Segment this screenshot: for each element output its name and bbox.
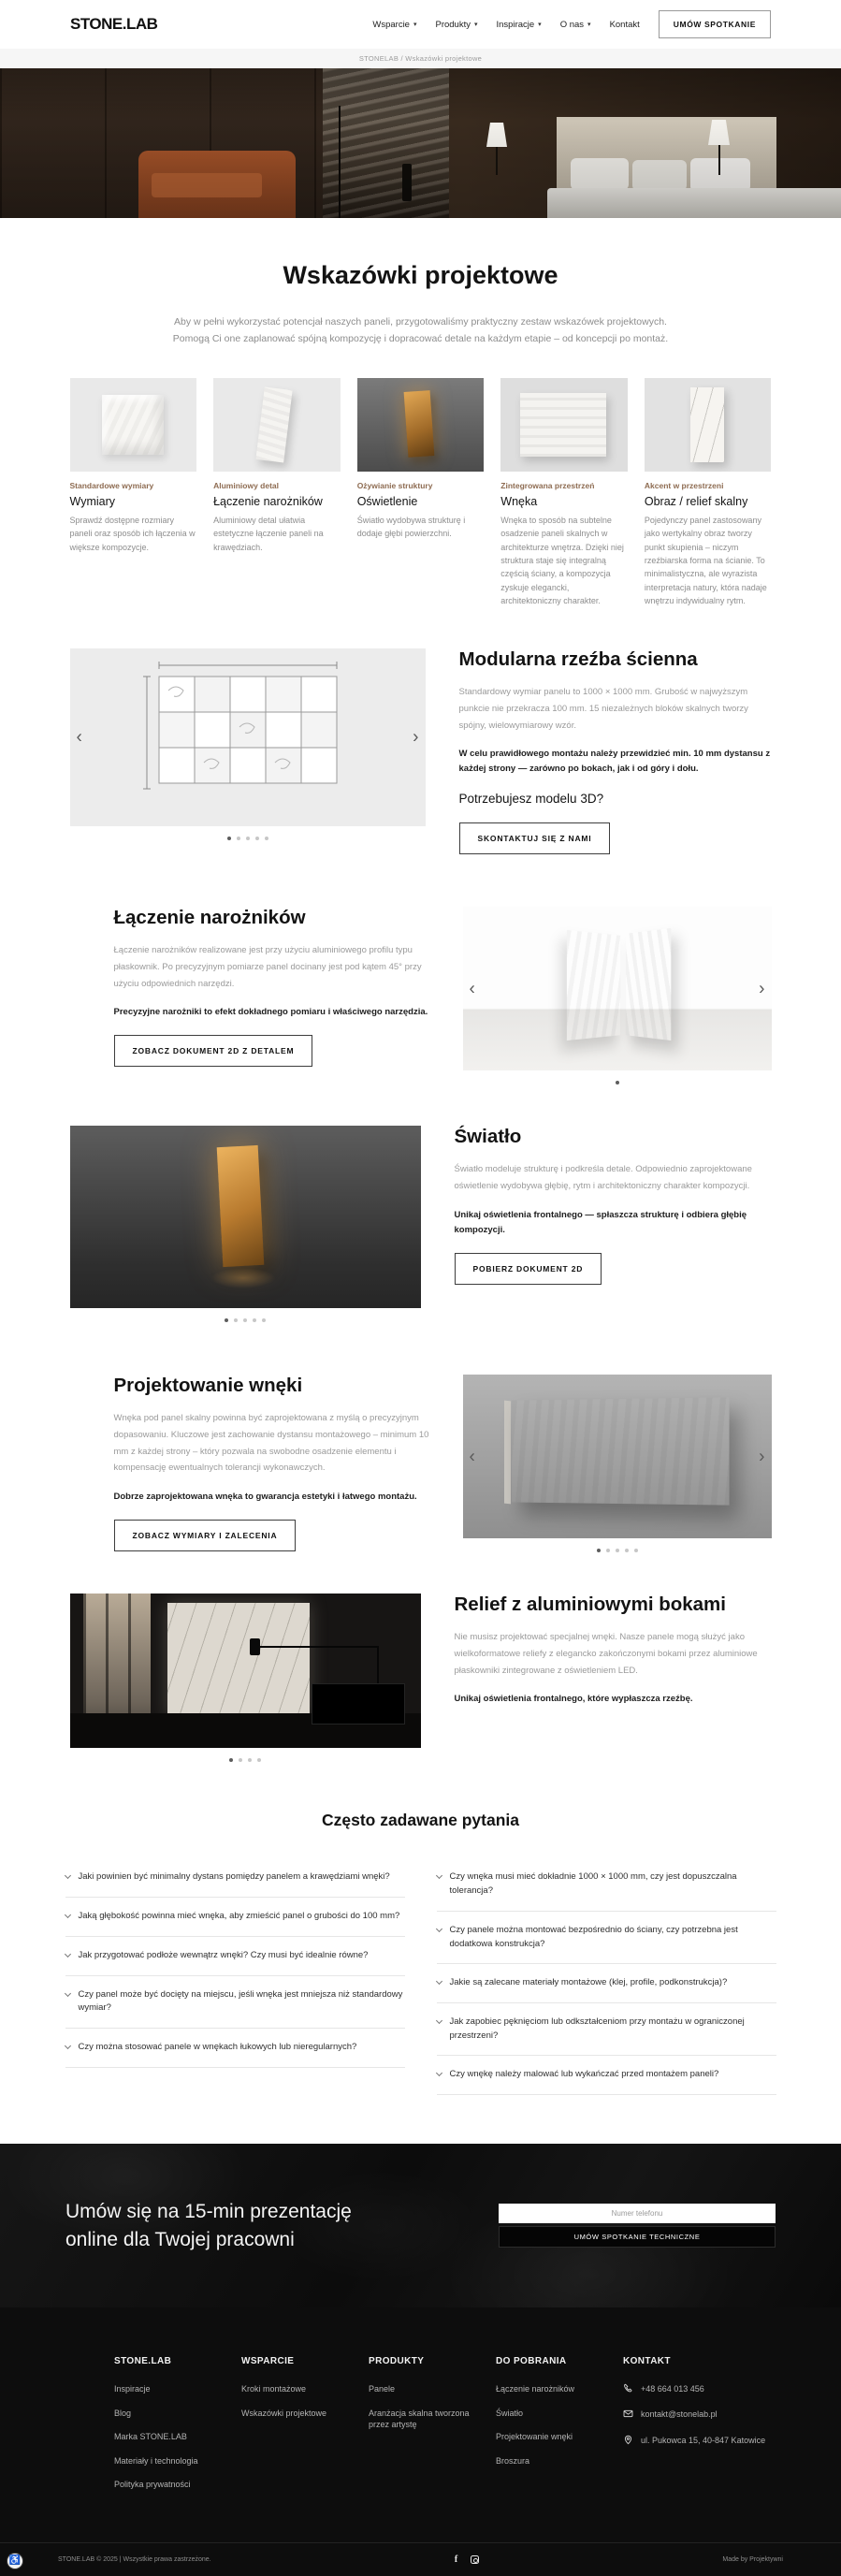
footer-link[interactable]: Marka STONE.LAB [114, 2432, 187, 2442]
cta-form [499, 2204, 776, 2248]
card-eyebrow: Aluminiowy detal [213, 480, 279, 490]
caret-down-icon: ▾ [538, 21, 542, 28]
card-image [500, 378, 628, 472]
footer-col-produkty [369, 2356, 496, 2503]
section-title: Relief z aluminiowymi bokami [454, 1594, 726, 1616]
section-title: Światło [454, 1126, 522, 1148]
phone-input[interactable] [499, 2204, 776, 2223]
social-links [455, 2554, 479, 2565]
niche-carousel-image [463, 1375, 772, 1538]
chevron-left-icon[interactable]: ‹ [76, 727, 82, 748]
corners-carousel-image [463, 907, 772, 1070]
card-eyebrow: Ożywianie struktury [356, 480, 433, 490]
card-image [70, 378, 197, 472]
email-icon [623, 2409, 633, 2419]
section-note: Unikaj oświetlenia frontalnego, które wypłaszcza rzeźbę. [454, 1694, 693, 1705]
tip-card-oswietlenie[interactable] [357, 378, 485, 608]
card-title: Wnęka [500, 494, 538, 508]
faq-item[interactable] [65, 1898, 405, 1937]
section-paragraph: Światło modeluje strukturę i podkreśla detale. Odpowiednio zaprojektowane oświetlenie wydobywa głębię, rytm i architektoniczny charakter kompozycji. [454, 1164, 752, 1192]
faq-question: Czy wnęka musi mieć dokładnie 1000 × 1000 mm, czy jest dopuszczalna tolerancja? [449, 1871, 737, 1897]
card-text: Pojedynczy panel zastosowany jako wertykalny obraz tworzy punkt skupienia – niczym rzeźbiarska forma na ścianie. To minimalistyczna, ale wyrazista interpretacja natury, która nadaje wnętrzu indywidualny rytm. [644, 515, 767, 606]
faq-question: Czy wnękę należy malować lub wykańczać przed montażem paneli? [449, 2069, 719, 2080]
hero-image [0, 68, 841, 218]
carousel-dot[interactable] [616, 1081, 619, 1084]
footer-address[interactable]: ul. Pukowca 15, 40-847 Katowice [623, 2435, 778, 2448]
card-text: Aluminiowy detal ułatwia estetyczne łączenie paneli na krawędziach. [213, 515, 324, 552]
nav-item-kontakt[interactable]: Kontakt [609, 19, 640, 30]
footer-link[interactable]: Materiały i technologia [114, 2455, 198, 2466]
footer-link[interactable]: Broszura [496, 2455, 530, 2466]
faq-question: Jak przygotować podłoże wewnątrz wnęki? Czy musi być idealnie równe? [78, 1949, 369, 1960]
carousel-dots [463, 1081, 772, 1084]
chevron-down-icon [435, 2017, 442, 2024]
tip-card-wneka[interactable] [500, 378, 628, 608]
footer-col-do-pobrania [496, 2356, 623, 2503]
chevron-down-icon [435, 1926, 442, 1932]
card-image [357, 378, 485, 472]
section-light [70, 1126, 772, 1322]
carousel-dot[interactable] [597, 1549, 601, 1552]
faq-question: Czy można stosować panele w wnękach łukowych lub nieregularnych? [78, 2042, 357, 2053]
chevron-down-icon [64, 1990, 70, 1997]
faq-item[interactable] [437, 2056, 776, 2095]
section-paragraph: Nie musisz projektować specjalnej wnęki. Nasze panele mogą służyć jako wielkoformatowe reliefy z elegancko zakończonymi bokami przez aluminiowe płaskowniki zintegrowane z oświetleniem LED. [454, 1632, 758, 1676]
faq-question: Jak zapobiec pęknięciom lub odkształceniom przy montażu w ograniczonej przestrzeni? [449, 2016, 745, 2041]
carousel-dot[interactable] [265, 837, 268, 840]
chevron-right-icon[interactable]: › [413, 727, 419, 748]
carousel-dot[interactable] [243, 1318, 247, 1322]
footer-col-title: DO POBRANIA [496, 2355, 567, 2366]
footer-link[interactable]: Aranżacja skalna tworzona przez artystę [369, 2408, 470, 2430]
section-corners [70, 907, 772, 1084]
intro-section [0, 218, 841, 354]
card-title: Łączenie narożników [213, 494, 323, 508]
footer-link[interactable]: Inspiracje [114, 2383, 151, 2394]
section-question: Potrzebujesz modelu 3D? [458, 792, 604, 807]
carousel-dot[interactable] [225, 1318, 228, 1322]
footer-col-title: WSPARCIE [241, 2355, 295, 2366]
contact-us-button[interactable]: SKONTAKTUJ SIĘ Z NAMI [459, 822, 611, 854]
facebook-icon[interactable]: f [454, 2554, 458, 2565]
section-paragraph: Standardowy wymiar panelu to 1000 × 1000 mm. Grubość w najwyższym punkcie nie przekracza 100 mm. 15 niezależnych bloków skalnych tworzy spójny, wielowymiarowy wzór. [458, 687, 748, 731]
card-image [213, 378, 341, 472]
footer-col-title: PRODUKTY [369, 2355, 425, 2366]
footer [0, 2307, 841, 2576]
faq-question: Czy panel może być docięty na miejscu, jeśli wnęka jest mniejsza niż standardowy wymiar? [78, 1988, 403, 2014]
download-2d-document-button[interactable]: POBIERZ DOKUMENT 2D [455, 1253, 602, 1285]
header [0, 0, 841, 49]
faq-item[interactable] [65, 1976, 405, 2029]
carousel-dots [70, 837, 426, 840]
footer-email[interactable]: kontakt@stonelab.pl [623, 2409, 778, 2422]
tip-card-obraz-relief[interactable] [645, 378, 772, 608]
chevron-down-icon [64, 1951, 70, 1957]
tip-cards [70, 378, 772, 608]
copyright: STONE.LAB © 2025 | Wszystkie prawa zastrzeżone. [58, 2555, 211, 2563]
carousel-dot[interactable] [625, 1549, 629, 1552]
footer-phone[interactable]: +48 664 013 456 [623, 2383, 778, 2396]
footer-col-title: KONTAKT [623, 2355, 671, 2366]
see-2d-document-button[interactable]: ZOBACZ DOKUMENT 2D Z DETALEM [114, 1035, 313, 1067]
nav-item-produkty[interactable]: Produkty ▾ [435, 19, 478, 30]
section-title: Łączenie narożników [113, 907, 306, 929]
section-note: Precyzyjne narożniki to efekt dokładnego pomiaru i właściwego narzędzia. [113, 1007, 428, 1018]
footer-col-wsparcie [241, 2356, 369, 2503]
card-title: Wymiary [69, 494, 115, 508]
phone-icon [623, 2383, 633, 2394]
faq-question: Jaką głębokość powinna mieć wnęka, aby zmieścić panel o grubości do 100 mm? [78, 1911, 400, 1922]
see-dimensions-button[interactable]: ZOBACZ WYMIARY I ZALECENIA [114, 1520, 297, 1551]
relief-image [70, 1594, 421, 1748]
footer-link[interactable]: Światło [496, 2408, 524, 2418]
chevron-down-icon [435, 2070, 442, 2076]
caret-down-icon: ▾ [473, 21, 478, 28]
carousel-dot[interactable] [248, 1758, 252, 1762]
chevron-down-icon [435, 1872, 442, 1879]
carousel-dot[interactable] [253, 1318, 256, 1322]
cta-section [0, 2144, 841, 2307]
tip-card-laczenie-naroznikow[interactable] [213, 378, 341, 608]
carousel-dot[interactable] [246, 837, 250, 840]
logo[interactable]: STONE.LAB [70, 15, 158, 33]
modular-carousel-image [70, 648, 426, 826]
section-paragraph: Wnęka pod panel skalny powinna być zaprojektowana z myślą o precyzyjnym dopasowaniu. Kluczowe jest zachowanie dystansu montażowego – minimum 10 mm z każdej strony – który pozwala na swobodne osadzenie elementu i kompensację ewentualnych tolerancji wykonawczych. [113, 1413, 429, 1474]
accessibility-widget-button[interactable]: ♿ [7, 2554, 22, 2569]
technical-drawing [70, 648, 426, 826]
footer-link[interactable]: Polityka prywatności [114, 2480, 191, 2490]
instagram-icon[interactable] [471, 2555, 479, 2564]
carousel-dot[interactable] [257, 1758, 261, 1762]
card-eyebrow: Standardowe wymiary [69, 480, 154, 490]
carousel-dot[interactable] [606, 1549, 610, 1552]
carousel-dots [70, 1318, 421, 1322]
chevron-down-icon [64, 1912, 70, 1918]
carousel-dot[interactable] [616, 1549, 619, 1552]
light-carousel-image [70, 1126, 421, 1308]
faq-item[interactable] [437, 1912, 776, 1964]
tip-card-wymiary[interactable] [70, 378, 197, 608]
caret-down-icon: ▾ [587, 21, 591, 28]
chevron-left-icon[interactable]: ‹ [469, 1447, 475, 1467]
carousel-dot[interactable] [234, 1318, 238, 1322]
footer-bottom-bar [0, 2542, 841, 2576]
footer-link[interactable]: Kroki montażowe [241, 2383, 307, 2394]
nav-item-inspiracje[interactable]: Inspiracje ▾ [496, 19, 542, 30]
cta-title: Umów się na 15-min prezentację online dla Twojej pracowni [65, 2201, 352, 2250]
intro-line-1: Aby w pełni wykorzystać potencjał naszych paneli, przygotowaliśmy praktyczny zestaw wskazówek projektowych. [174, 316, 667, 327]
breadcrumb-bar [0, 49, 841, 68]
caret-down-icon: ▾ [413, 21, 417, 28]
book-technical-meeting-button[interactable]: UMÓW SPOTKANIE TECHNICZNE [499, 2226, 776, 2248]
footer-link[interactable]: Panele [369, 2383, 396, 2394]
card-eyebrow: Akcent w przestrzeni [644, 480, 724, 490]
section-note: Unikaj oświetlenia frontalnego — spłaszcza strukturę i odbiera głębię kompozycji. [454, 1209, 747, 1235]
faq-section [65, 1811, 776, 2095]
faq-question: Czy panele można montować bezpośrednio do ściany, czy potrzebna jest dodatkowa konstrukcja? [449, 1924, 738, 1949]
footer-col-title: STONE.LAB [114, 2355, 172, 2366]
footer-link[interactable]: Projektowanie wnęki [496, 2432, 573, 2442]
faq-question: Jaki powinien być minimalny dystans pomiędzy panelem a krawędziami wnęki? [78, 1871, 390, 1883]
carousel-dots [463, 1549, 772, 1552]
chevron-down-icon [64, 1872, 70, 1879]
location-pin-icon [623, 2435, 633, 2445]
carousel-dot[interactable] [634, 1549, 638, 1552]
footer-link[interactable]: Łączenie narożników [496, 2383, 575, 2394]
faq-item[interactable] [437, 2003, 776, 2056]
chevron-down-icon [64, 2043, 70, 2049]
footer-link[interactable]: Blog [114, 2408, 132, 2418]
section-niche [70, 1375, 772, 1552]
card-text: Sprawdź dostępne rozmiary paneli oraz sposób ich łączenia w większe kompozycje. [69, 515, 196, 552]
section-paragraph: Łączenie narożników realizowane jest przy użyciu aluminiowego profilu typu płaskownik. Po precyzyjnym pomiarze panel docinany jest pod kątem 45° przy użyciu odpowiednich narzędzi. [113, 945, 422, 989]
card-title: Obraz / relief skalny [644, 494, 748, 508]
carousel-dot[interactable] [229, 1758, 233, 1762]
faq-item[interactable] [65, 1937, 405, 1976]
chevron-down-icon [435, 1978, 442, 1985]
section-note: W celu prawidłowego montażu należy przewidzieć min. 10 mm dystansu z każdej strony — zarówno po bokach, jak i od góry i dołu. [458, 749, 771, 775]
faq-title: Często zadawane pytania [321, 1811, 520, 1830]
carousel-dot[interactable] [239, 1758, 242, 1762]
faq-question: Jakie są zalecane materiały montażowe (klej, profile, podkonstrukcja)? [449, 1977, 728, 1988]
chevron-right-icon[interactable]: › [759, 1447, 765, 1467]
made-by: Made by Projektywni [722, 2555, 783, 2563]
faq-column-right [437, 1858, 776, 2095]
faq-item[interactable] [437, 1858, 776, 1911]
page-title: Wskazówki projektowe [283, 261, 558, 289]
section-modular [70, 648, 772, 854]
nav-item-wsparcie[interactable]: Wsparcie ▾ [372, 19, 417, 30]
faq-item[interactable] [65, 2029, 405, 2068]
card-text: Wnęka to sposób na subtelne osadzenie paneli skalnych w architekturze wnętrza. Dzięki niej struktura staje się integralną częścią ściany, a kompozycja zyskuje elegancki, architektoniczny charakter. [500, 515, 624, 606]
card-image [645, 378, 772, 472]
carousel-dot[interactable] [255, 837, 259, 840]
card-title: Oświetlenie [356, 494, 418, 508]
nav-item-o-nas[interactable]: O nas ▾ [559, 19, 591, 30]
section-title: Projektowanie wnęki [113, 1375, 303, 1397]
carousel-dot[interactable] [262, 1318, 266, 1322]
section-relief [70, 1594, 772, 1762]
card-text: Światło wydobywa strukturę i dodaje głębi powierzchni. [356, 515, 466, 539]
footer-col-kontakt [623, 2356, 791, 2503]
chevron-left-icon[interactable]: ‹ [469, 979, 475, 999]
faq-item[interactable] [437, 1964, 776, 2003]
intro-line-2: Pomogą Ci one zaplanować spójną kompozycję i dopracować detale na każdym etapie – od koncepcji po montaż. [172, 333, 669, 345]
carousel-dot[interactable] [237, 837, 240, 840]
footer-col-stonelab [114, 2356, 241, 2503]
section-title: Modularna rzeźba ścienna [458, 648, 698, 671]
section-note: Dobrze zaprojektowana wnęka to gwarancja estetyki i łatwego montażu. [113, 1491, 417, 1502]
footer-link[interactable]: Wskazówki projektowe [241, 2408, 327, 2418]
main-nav [372, 10, 771, 38]
chevron-right-icon[interactable]: › [759, 979, 765, 999]
faq-item[interactable] [65, 1858, 405, 1898]
book-meeting-button[interactable]: UMÓW SPOTKANIE [659, 10, 771, 38]
carousel-dots [70, 1758, 421, 1762]
faq-column-left [65, 1858, 405, 2095]
breadcrumb[interactable]: STONELAB / Wskazówki projektowe [358, 54, 483, 63]
card-eyebrow: Zintegrowana przestrzeń [500, 480, 595, 490]
carousel-dot[interactable] [227, 837, 231, 840]
